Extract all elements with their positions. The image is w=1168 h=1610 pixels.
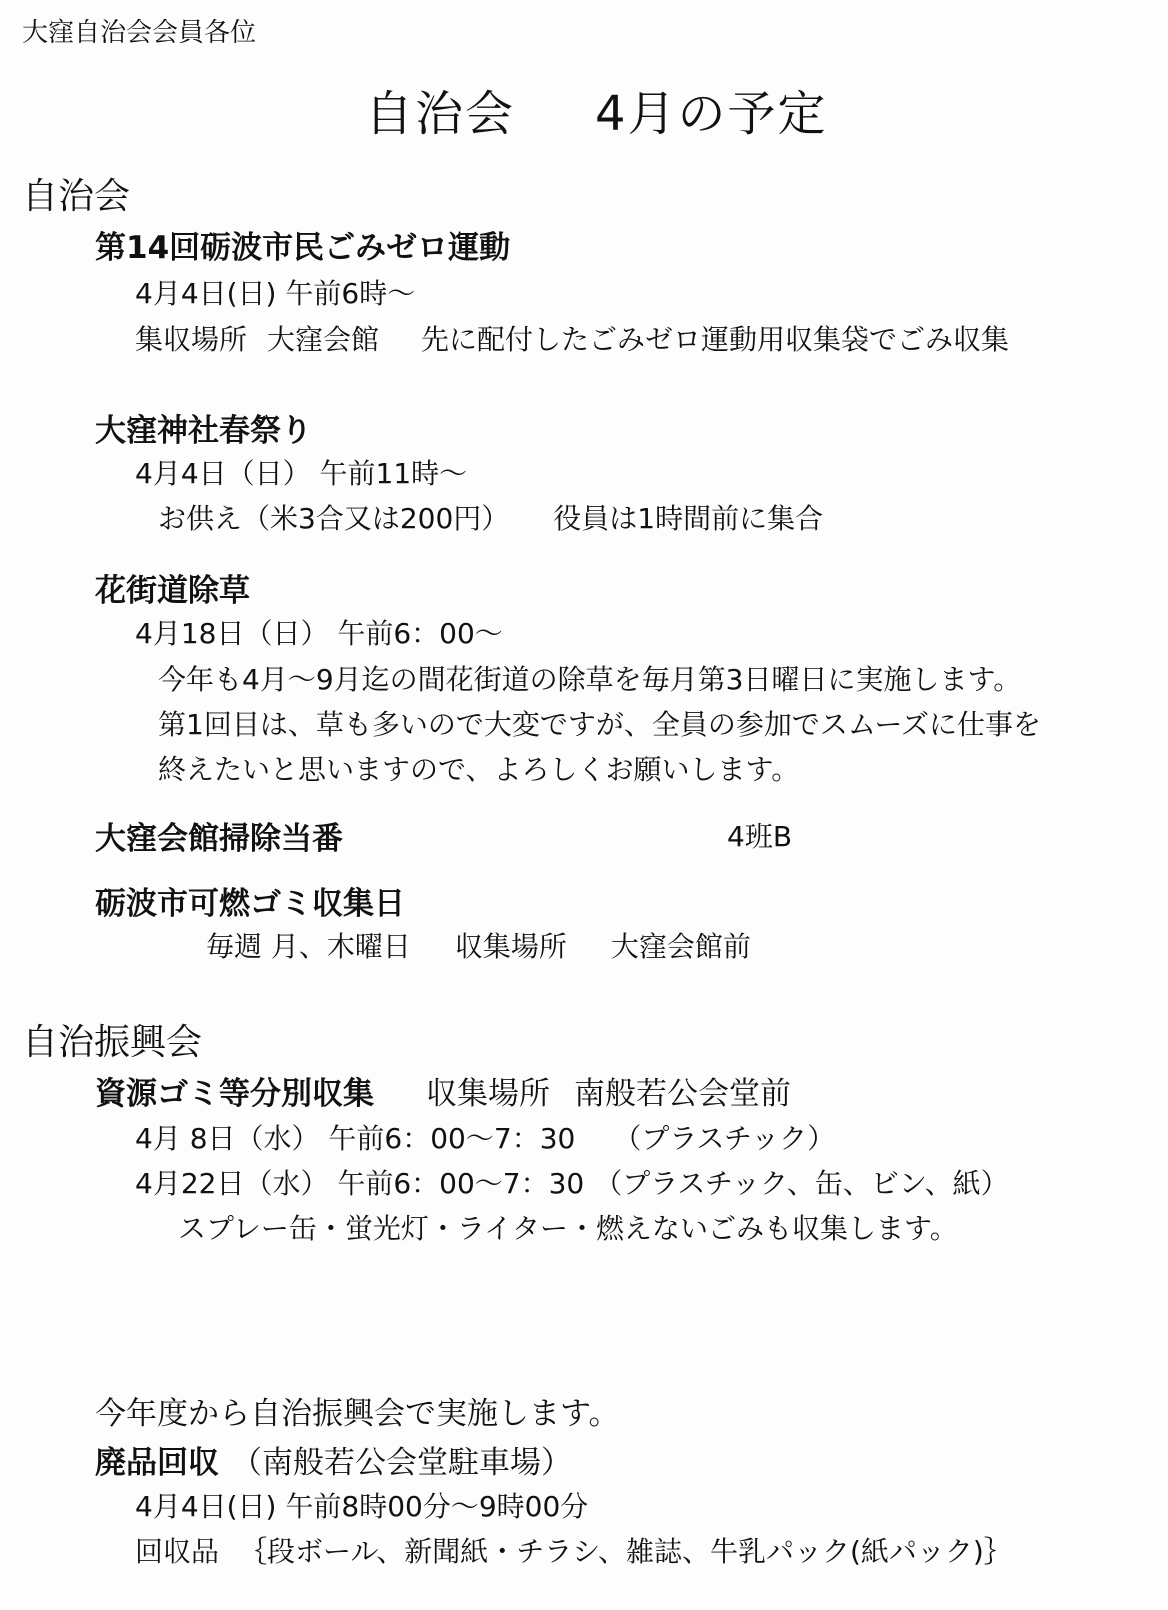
harumatsuri-heading: 大窪神社春祭り [95,413,312,449]
title-month: 4月の予定 [595,86,828,142]
harumatsuri-offering: お供え（米3合又は200円） [158,502,510,535]
josou-line-1: 今年も4月～9月迄の間花街道の除草を毎月第3日曜日に実施します。 [158,663,1022,696]
harumatsuri-datetime: 4月4日（日） 午前11時～ [135,457,468,490]
kanen-place: 大窪会館前 [610,930,751,963]
haihin-datetime: 4月4日(日) 午前8時00分～9時00分 [135,1490,589,1523]
addressee: 大窪自治会会員各位 [22,18,257,48]
haihin-items: ｛段ボール、新聞紙・チラシ、雑誌、牛乳パック(紙パック)｝ [239,1535,1012,1568]
gomizero-place-label: 集収場所 [135,323,248,356]
shigen-row-2-items: （プラスチック、缶、ビン、紙） [594,1167,1009,1200]
gomizero-note: 先に配付したごみゼロ運動用収集袋でごみ収集 [421,323,1010,356]
shigen-row-1 [135,1117,835,1157]
souji-heading: 大窪会館掃除当番 [95,821,343,857]
josou-datetime: 4月18日（日） 午前6：00～ [135,617,503,650]
shigen-row-1-date: 4月 8日（水） 午前6：00～7：30 [135,1122,576,1155]
gomizero-heading: 第14回砺波市民ごみゼロ運動 [95,230,511,266]
shigen-heading: 資源ゴミ等分別収集 [95,1076,374,1112]
shigen-place-label: 収集場所 [426,1076,550,1112]
kanen-place-label: 収集場所 [454,930,567,963]
shigen-row-1-items: （プラスチック） [613,1122,836,1155]
kanen-heading: 砺波市可燃ゴミ収集日 [95,886,405,922]
josou-line-2: 第1回目は、草も多いので大変ですが、全員の参加でスムーズに仕事を [158,708,1042,741]
gomizero-datetime: 4月4日(日) 午前6時～ [135,277,416,310]
shigen-heading-line [95,1068,791,1113]
kanen-line [206,925,751,965]
title-org: 自治会 [365,86,516,142]
harumatsuri-offering-line [158,497,823,537]
shigen-place: 南般若公会堂前 [574,1076,791,1112]
haihin-intro: 今年度から自治振興会で実施します。 [95,1396,620,1432]
haihin-heading-line [95,1437,572,1482]
josou-line-3: 終えたいと思いますので、よろしくお願いします。 [158,753,800,786]
shigen-note: スプレー缶・蛍光灯・ライター・燃えないごみも収集します。 [178,1212,958,1245]
haihin-items-label: 回収品 [135,1535,220,1568]
gomizero-place: 大窪会館 [267,323,380,356]
section-shinkokai: 自治振興会 [22,1022,203,1063]
souji-value: 4班B [727,820,793,853]
harumatsuri-note: 役員は1時間前に集合 [553,502,824,535]
shigen-row-2-date: 4月22日（水） 午前6：00～7：30 [135,1167,585,1200]
page-title [365,75,828,144]
haihin-items-line [135,1530,1012,1570]
kanen-days: 毎週 月、木曜日 [206,930,411,963]
shigen-row-2 [135,1162,1009,1202]
haihin-heading: 廃品回収 [95,1445,219,1481]
gomizero-place-line [135,318,1009,358]
haihin-place: （南般若公会堂駐車場） [231,1445,572,1481]
josou-heading: 花街道除草 [95,573,250,609]
section-jichikai: 自治会 [22,176,131,217]
